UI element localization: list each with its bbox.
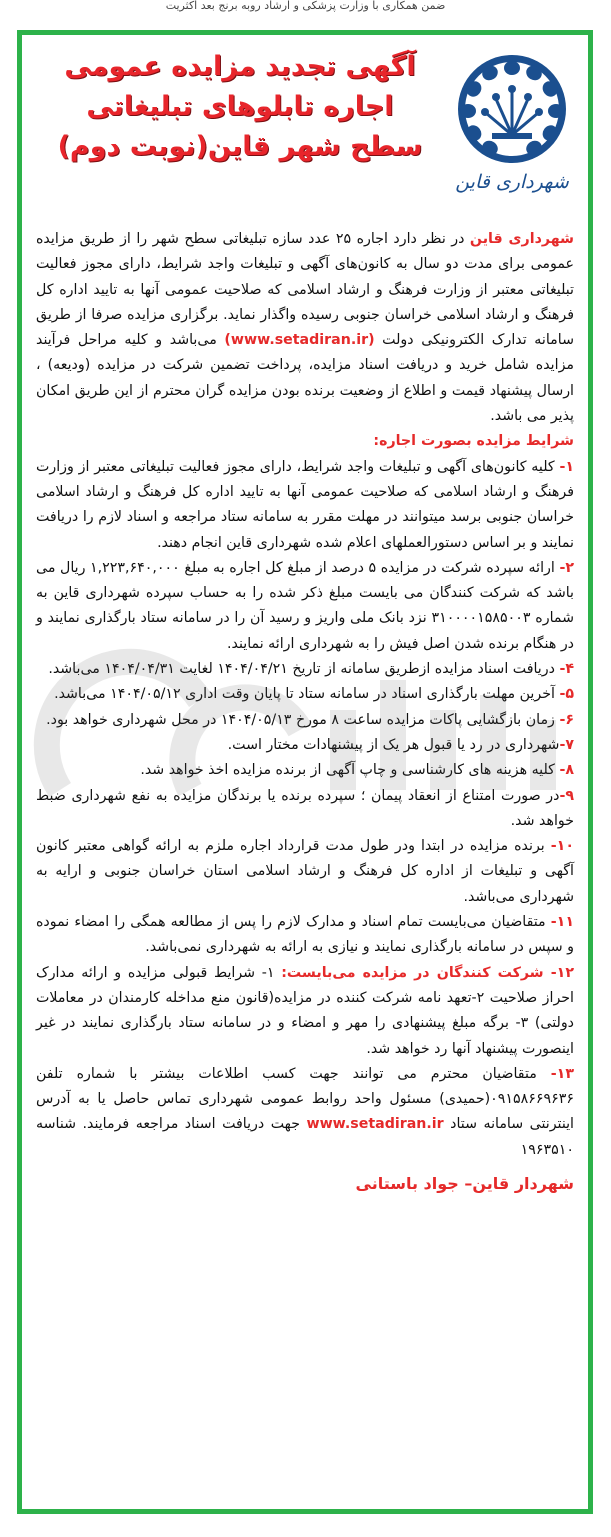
contact-text-2: جهت دریافت اسناد مراجعه فرمایند. شناسه ۱۹۶۳۵۱۰ bbox=[36, 1116, 574, 1158]
condition-item bbox=[36, 455, 574, 556]
condition-text: دریافت اسناد مزایده ازطریق سامانه از تاریخ ۱۴۰۴/۰۴/۲۱ لغایت ۱۴۰۴/۰۴/۳۱ می‌باشد. bbox=[48, 661, 560, 678]
condition-item bbox=[36, 708, 574, 733]
intro-text-1: در نظر دارد اجاره ۲۵ عدد سازه تبلیغاتی سطح شهر را از طریق مزایده عمومی برای مدت دو سال به کانون‌های آگهی و تبلیغات واجد شرایط، دارای مجوز فعالیت تبلیغاتی معتبر از وزارت فرهنگ و ارشاد اسلامی که صلاحیت عمومی آنها به تایید اداره کل فرهنگ و ارشاد اسلامی خراسان جنوبی رسیده واگذار نماید. برگزاری مزایده صرفا از طریق سامانه تدارک الکترونیکی دولت bbox=[36, 231, 574, 349]
condition-text: در صورت امتناع از انعقاد پیمان ؛ سپرده برنده یا برندگان مزایده به نفع شهرداری ضبط خواهد شد. bbox=[36, 787, 574, 829]
condition-text: برنده مزایده در ابتدا ودر طول مدت قرارداد اجاره ملزم به ارائه گواهی معتبر کانون آگهی و تبلیغات از اداره کل فرهنگ و ارشاد اسلامی استان خراسان جنوبی و ارایه به شهرداری می‌باشد. bbox=[36, 838, 574, 905]
condition-number: ۹- bbox=[559, 787, 574, 804]
condition-text: آخرین مهلت بارگذاری اسناد در سامانه ستاد تا پایان وقت اداری ۱۴۰۴/۰۵/۱۲ می‌باشد. bbox=[54, 686, 560, 703]
condition-text: شهرداری در رد یا قبول هر یک از پیشنهادات مختار است. bbox=[227, 736, 560, 753]
condition-number: ۱۱- bbox=[550, 914, 574, 931]
intro-paragraph bbox=[36, 227, 574, 429]
condition-item bbox=[36, 910, 574, 961]
condition-number: ۸- bbox=[559, 762, 574, 779]
condition-item bbox=[36, 657, 574, 682]
condition-number: ۷- bbox=[559, 736, 574, 753]
condition-item bbox=[36, 784, 574, 835]
title-line-1: آگهی تجدید مزایده عمومی bbox=[64, 51, 416, 82]
mayor-signature: شهردار قاین– جواد باستانی bbox=[355, 1173, 574, 1193]
condition-number: ۱- bbox=[559, 458, 574, 475]
condition-item bbox=[36, 834, 574, 910]
condition-item-13 bbox=[36, 1062, 574, 1163]
clipped-top-text: ضمن همکاری با وزارت پزشکی و ارشاد روبه برنج بعد اکثریت bbox=[165, 0, 446, 12]
logo-caption: شهرداری قاین bbox=[455, 171, 569, 193]
municipality-logo bbox=[452, 51, 572, 219]
condition-number: ۶- bbox=[559, 711, 574, 728]
intro-text-2: می‌باشد و کلیه مراحل فرآیند مزایده شامل خرید و دریافت اسناد مزایده، پرداخت تضمین شرکت در مزایده (ودیعه) ، ارسال پیشنهاد قیمت و اطلاع از وضعیت برنده بودن مزایده گران محترم از این طریق امکان پذیر می باشد. bbox=[36, 332, 574, 425]
ad-title bbox=[36, 47, 444, 167]
condition-item bbox=[36, 682, 574, 707]
condition-number: ۱۳- bbox=[550, 1065, 574, 1082]
condition-number: ۱۰- bbox=[550, 838, 574, 855]
contact-text-1: متقاضیان محترم می توانند جهت کسب اطلاعات بیشتر با شماره تلفن ۰۹۱۵۸۶۶۹۶۳۶(حمیدی) مسئول واحد روابط عمومی شهرداری تماس حاصل یا به آدرس اینترنتی سامانه ستاد bbox=[36, 1065, 574, 1133]
ad-frame bbox=[17, 30, 593, 1514]
logo-emblem-icon bbox=[452, 51, 572, 169]
condition-text: کلیه کانون‌های آگهی و تبلیغات واجد شرایط، دارای مجوز فعالیت تبلیغاتی معتبر از وزارت فرهنگ و ارشاد اسلامی که صلاحیت عمومی آنها به تایید اداره کل فرهنگ و ارشاد اسلامی خراسان جنوبی برسد میتوانند در مهلت مقرر به سامانه ستاد مراجعه و اسناد لازم را دریافت نمایند و بر اساس دستورالعملهای اعلام شده شهرداری قاین انجام دهند. bbox=[36, 458, 574, 551]
condition-item bbox=[36, 758, 574, 783]
condition-text: ارائه سپرده شرکت در مزایده ۵ درصد از مبلغ کل اجاره به مبلغ ۱,۲۲۳,۶۴۰,۰۰۰ ریال می باشد که شرکت کنندگان می بایست مبلغ ذکر شده را به حساب سپرده شهرداری قاین به شماره ۳۱۰۰۰۰۱۵۸۵۰۰۳ نزد بانک ملی واریز و رسید آن را در سامانه ستاد بارگذاری نمایند و در هنگام برنده شدن اصل فیش را به شهرداری ارائه نمایند. bbox=[36, 559, 574, 652]
org-name: شهرداری قاین bbox=[469, 231, 575, 247]
title-line-3: سطح شهر قاین(نوبت دوم) bbox=[57, 131, 423, 162]
setad-website-link[interactable]: www.setadiran.ir bbox=[306, 1116, 444, 1133]
condition-item bbox=[36, 556, 574, 657]
condition-text: متقاضیان می‌بایست تمام اسناد و مدارک لازم را پس از مطالعه همگی را امضاء نموده و سپس در سامانه بارگذاری نمایند و نیازی به ارائه به شهرداری نمی‌باشد. bbox=[36, 914, 574, 956]
condition-text: زمان بازگشایی پاکات مزایده ساعت ۸ مورخ ۱۴۰۴/۰۵/۱۳ در محل شهرداری خواهد بود. bbox=[46, 711, 560, 728]
condition-number: ۵- bbox=[559, 686, 574, 703]
ad-body bbox=[36, 227, 574, 1196]
title-line-2: اجاره تابلوهای تبلیغاتی bbox=[86, 91, 394, 122]
condition-text: ۱- شرایط قبولی مزایده و ارائه مدارک احراز صلاحیت ۲-تعهد نامه شرکت کننده در مزایده(قانون منع مداخله کارمندان در معاملات دولتی) ۳- برگه مبلغ پیشنهادی را مهر و امضاء و در سامانه ستاد بارگذاری نمایند در غیر اینصورت پیشنهاد آنها رد خواهد شد. bbox=[36, 964, 574, 1057]
condition-number: ۴- bbox=[559, 661, 574, 678]
condition-item-12 bbox=[36, 961, 574, 1062]
conditions-heading: شرایط مزایده بصورت اجاره: bbox=[373, 433, 574, 450]
condition-item bbox=[36, 733, 574, 758]
condition-text: کلیه هزینه های کارشناسی و چاپ آگهی از برنده مزایده اخذ خواهد شد. bbox=[140, 762, 560, 779]
setad-link[interactable]: (www.setadiran.ir) bbox=[224, 332, 375, 349]
condition-lead: شرکت کنندگان در مزایده می‌بایست: bbox=[281, 964, 551, 981]
condition-number: ۲- bbox=[559, 559, 574, 576]
condition-number: ۱۲- bbox=[550, 964, 574, 981]
header bbox=[36, 47, 574, 227]
